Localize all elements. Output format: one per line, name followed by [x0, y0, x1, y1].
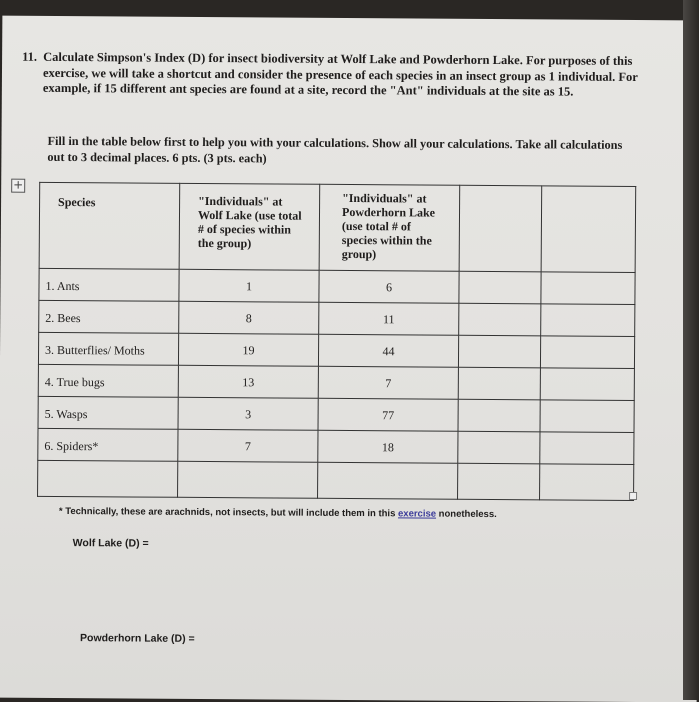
empty-cell[interactable] — [541, 272, 635, 305]
empty-cell[interactable] — [540, 368, 634, 401]
footnote-link[interactable]: exercise — [397, 508, 437, 520]
wolf-lake-value[interactable]: 1 — [179, 269, 319, 302]
species-name: 6. Spiders* — [38, 428, 178, 461]
table-header-row — [39, 182, 636, 272]
empty-cell[interactable] — [459, 303, 541, 336]
species-name: 5. Wasps — [38, 396, 178, 429]
table-row — [39, 300, 635, 336]
header-empty-1[interactable] — [459, 185, 542, 272]
empty-cell[interactable] — [458, 431, 540, 464]
powderhorn-value[interactable]: 6 — [319, 270, 459, 303]
empty-cell[interactable] — [458, 367, 540, 400]
page-edge-shadow — [683, 0, 699, 700]
powderhorn-value[interactable]: 77 — [318, 398, 458, 431]
question-number: 11. — [22, 49, 38, 64]
footnote-text-end: nonetheless. — [436, 508, 497, 521]
question-text: Calculate Simpson's Index (D) for insect biodiversity at Wolf Lake and Powderhorn Lake. For purposes of this exercise, we will take a shortcut and consider the presence of each species in an insect group as 1 individual. For example, if 15 different ant species are found at a site, record the "Ant" individuals at the site as 15. — [42, 49, 638, 99]
wolf-lake-answer-label: Wolf Lake (D) = — [72, 537, 149, 550]
empty-cell[interactable] — [458, 335, 540, 368]
wolf-lake-value[interactable]: 3 — [178, 397, 318, 430]
header-wolf-lake: "Individuals" at Wolf Lake (use total # of species within the group) — [179, 183, 320, 270]
wolf-lake-value[interactable]: 13 — [178, 365, 318, 398]
wolf-lake-value[interactable]: 7 — [178, 429, 318, 462]
plus-move-icon[interactable]: + — [13, 177, 24, 192]
empty-cell[interactable] — [540, 432, 634, 465]
table-resize-handle[interactable] — [629, 492, 637, 500]
species-table — [37, 182, 636, 501]
powderhorn-value[interactable]: 7 — [318, 366, 458, 399]
footnote — [59, 506, 497, 520]
wolf-lake-value[interactable]: 19 — [178, 333, 318, 366]
footnote-text: * Technically, these are arachnids, not insects, but will include them in this — [58, 505, 399, 520]
powderhorn-answer-label: Powderhorn Lake (D) = — [80, 632, 195, 645]
species-name: 1. Ants — [39, 268, 179, 301]
table-row — [39, 268, 635, 304]
empty-cell[interactable] — [178, 461, 318, 498]
table-instructions: Fill in the table below first to help you with your calculations. Show all your calculations. Take all calculations out to 3 decimal places. 6 pts. (3 pts. each) — [47, 133, 623, 165]
empty-cell[interactable] — [540, 464, 634, 501]
species-name: 2. Bees — [39, 300, 179, 333]
empty-cell[interactable] — [541, 304, 635, 337]
worksheet-page — [0, 16, 699, 702]
empty-cell[interactable] — [38, 460, 178, 497]
empty-cell[interactable] — [458, 463, 540, 500]
powderhorn-value[interactable]: 11 — [319, 302, 459, 335]
table-row-empty — [38, 460, 634, 500]
table-row — [38, 332, 634, 368]
empty-cell[interactable] — [318, 462, 458, 499]
header-powderhorn-lake: "Individuals" at Powderhorn Lake (use total # of species within the group) — [319, 184, 460, 271]
empty-cell[interactable] — [540, 336, 634, 369]
empty-cell[interactable] — [458, 399, 540, 432]
powderhorn-value[interactable]: 18 — [318, 430, 458, 463]
header-species: Species — [39, 182, 180, 269]
table-row — [38, 396, 634, 432]
species-name: 4. True bugs — [38, 364, 178, 397]
table-row — [38, 364, 634, 400]
wolf-lake-value[interactable]: 8 — [179, 301, 319, 334]
species-name: 3. Butterflies/ Moths — [38, 332, 178, 365]
table-row — [38, 428, 634, 464]
question-11 — [22, 50, 652, 101]
empty-cell[interactable] — [540, 400, 634, 433]
powderhorn-value[interactable]: 44 — [318, 334, 458, 367]
empty-cell[interactable] — [459, 271, 541, 304]
header-empty-2[interactable] — [541, 186, 636, 273]
